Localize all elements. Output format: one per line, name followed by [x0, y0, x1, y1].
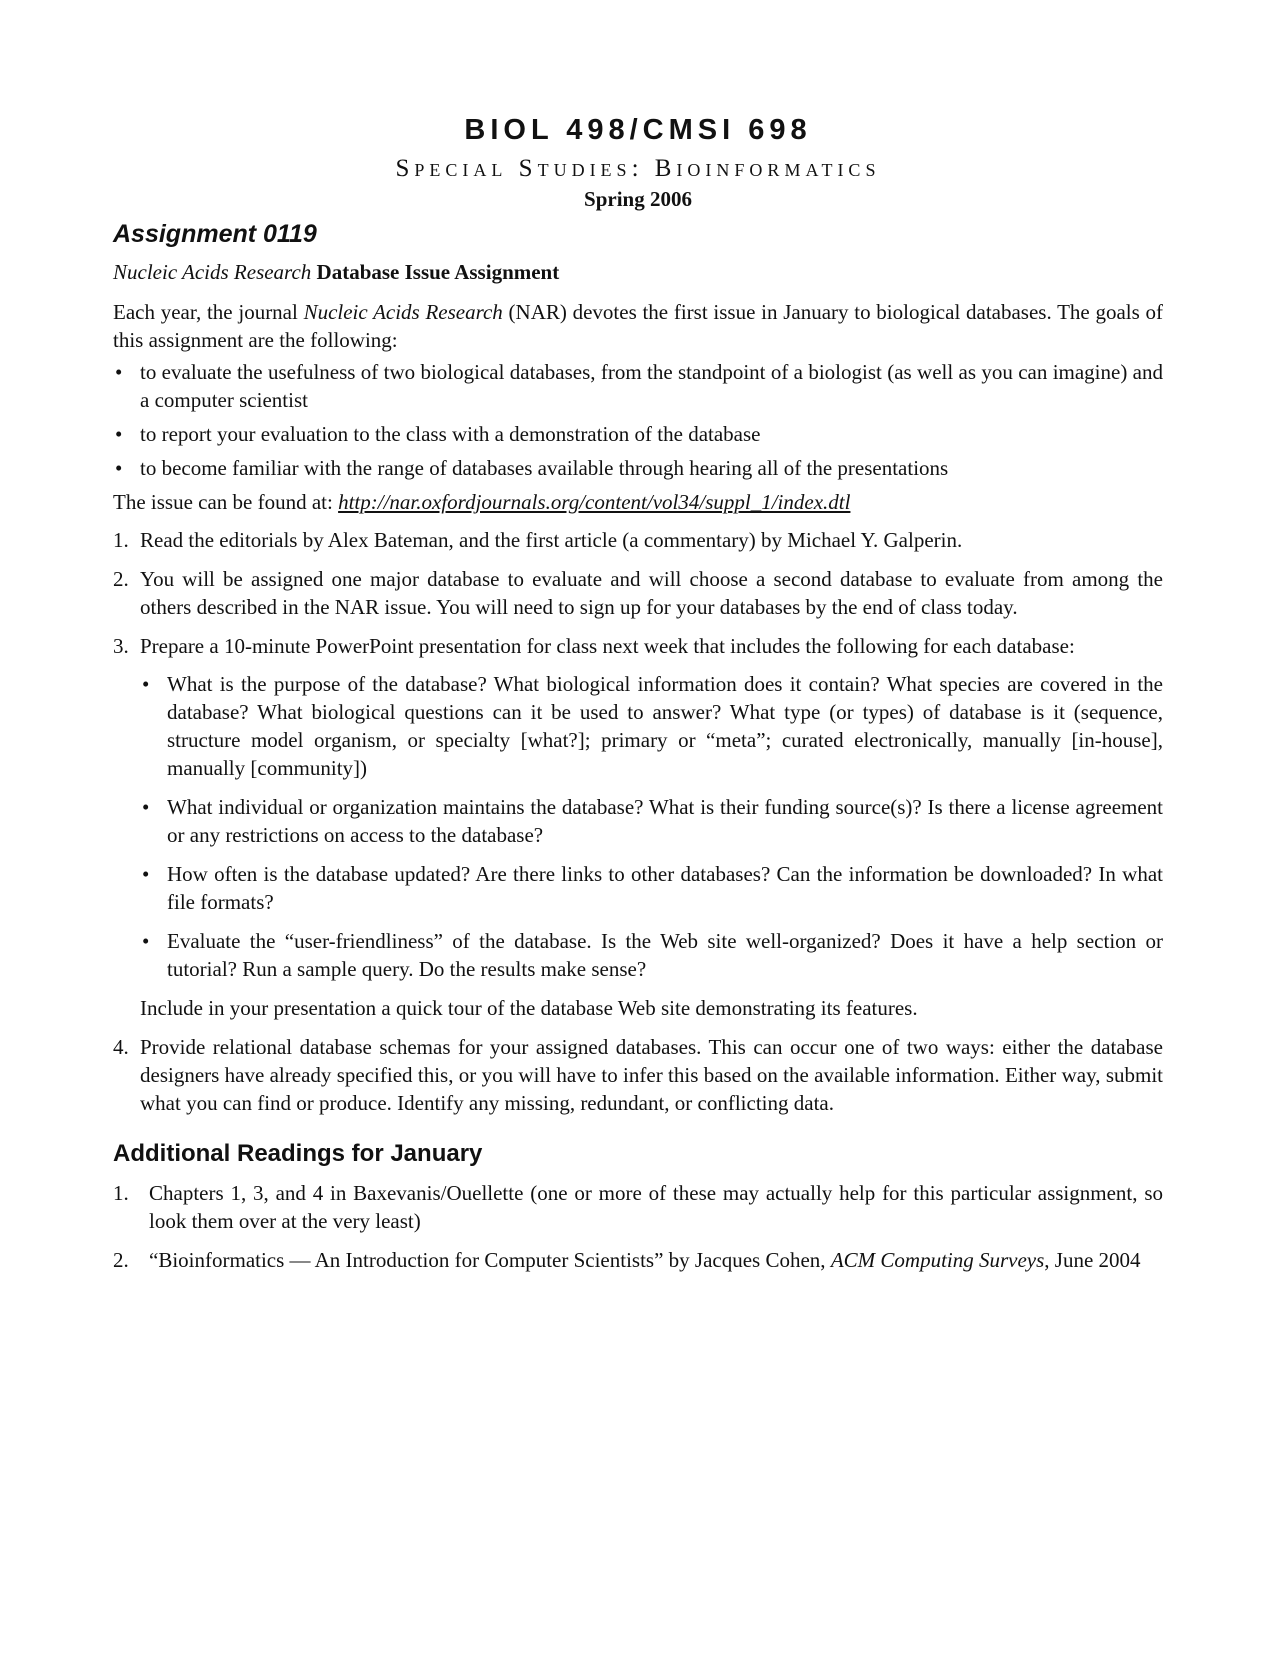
goal-item: • to become familiar with the range of databases available through hearing all of the presentations: [113, 454, 1163, 482]
step-item: [113, 565, 1163, 621]
question-item: • Evaluate the “user-friendliness” of the database. Is the Web site well-organized? Does it have a help section or tutorial? Run a sample query. Do the results make sense?: [140, 927, 1163, 983]
goal-item: • to report your evaluation to the class with a demonstration of the database: [113, 420, 1163, 448]
readings-list: [113, 1179, 1163, 1274]
url-prefix: The issue can be found at:: [113, 490, 339, 514]
assignment-title: Assignment 0119: [113, 220, 317, 248]
step-text: Prepare a 10-minute PowerPoint presentation for class next week that includes the following for each database:: [140, 634, 1075, 658]
course-code: BIOL 498/CMSI 698: [464, 114, 812, 146]
step-text: Provide relational database schemas for your assigned databases. This can occur one of two ways: either the database designers have already specified this, or you will have to infer this based on the available information. Either way, submit what you can find or produce. Identify any missing, redundant, or conflicting data.: [140, 1035, 1163, 1115]
intro-text-1: Each year, the journal: [113, 300, 304, 324]
step-item: [113, 632, 1163, 1022]
intro-paragraph: [113, 298, 1163, 354]
reading-text-pre: “Bioinformatics — An Introduction for Computer Scientists” by Jacques Cohen,: [149, 1248, 831, 1272]
issue-link[interactable]: http://nar.oxfordjournals.org/content/vol34/suppl_1/index.dtl: [338, 490, 851, 514]
reading-item: [113, 1246, 1163, 1274]
assignment-subtitle: [113, 258, 1163, 286]
step-number: 3.: [113, 634, 129, 658]
question-item: • What is the purpose of the database? What biological information does it contain? What species are covered in the database? What biological questions can it be used to answer? What type (or types) of database is it (sequence, structure model organism, or specialty [what?]; primary or “meta”; curated electronically, manually [in-house], manually [community]): [140, 670, 1163, 782]
question-item: • What individual or organization maintains the database? What is their funding source(s)? Is there a license agreement or any restrictions on access to the database?: [140, 793, 1163, 849]
steps-list: [113, 526, 1163, 1117]
step-number: 4.: [113, 1035, 129, 1059]
question-item: • How often is the database updated? Are there links to other databases? Can the information be downloaded? In what file formats?: [140, 860, 1163, 916]
reading-journal: ACM Computing Surveys: [830, 1248, 1045, 1272]
subtitle-rest: Database Issue Assignment: [311, 260, 560, 284]
subtitle-journal: Nucleic Acids Research: [113, 260, 312, 284]
tour-note: Include in your presentation a quick tour of the database Web site demonstrating its features.: [140, 996, 918, 1020]
goal-item: • to evaluate the usefulness of two biological databases, from the standpoint of a biologist (as well as you can imagine) and a computer scientist: [113, 358, 1163, 414]
step-number: 2.: [113, 567, 129, 591]
step-item: [113, 526, 1163, 554]
reading-number: 2.: [113, 1248, 129, 1272]
reading-text-post: , June 2004: [1044, 1248, 1141, 1272]
reading-number: 1.: [113, 1181, 129, 1205]
goals-list: [113, 358, 1163, 482]
step-text: Read the editorials by Alex Bateman, and the first article (a commentary) by Michael Y. Galperin.: [140, 528, 963, 552]
step-text: You will be assigned one major database to evaluate and will choose a second database to evaluate from among the others described in the NAR issue. You will need to sign up for your databases by the end of class today.: [140, 567, 1163, 619]
reading-text: Chapters 1, 3, and 4 in Baxevanis/Ouellette (one or more of these may actually help for this particular assignment, so look them over at the very least): [149, 1181, 1163, 1233]
step-item: [113, 1033, 1163, 1117]
intro-text-2: (NAR) devotes the first issue in January to biological databases. The goals of this assignment are the following:: [113, 300, 1163, 352]
step-number: 1.: [113, 528, 129, 552]
reading-item: [113, 1179, 1163, 1235]
presentation-questions-list: [140, 670, 1163, 983]
readings-heading: Additional Readings for January: [113, 1140, 483, 1167]
intro-journal: Nucleic Acids Research: [303, 300, 503, 324]
document-page: [113, 112, 1163, 1285]
issue-url-line: [113, 488, 1163, 516]
term: Spring 2006: [584, 187, 692, 211]
course-title: Special Studies: Bioinformatics: [395, 155, 881, 182]
